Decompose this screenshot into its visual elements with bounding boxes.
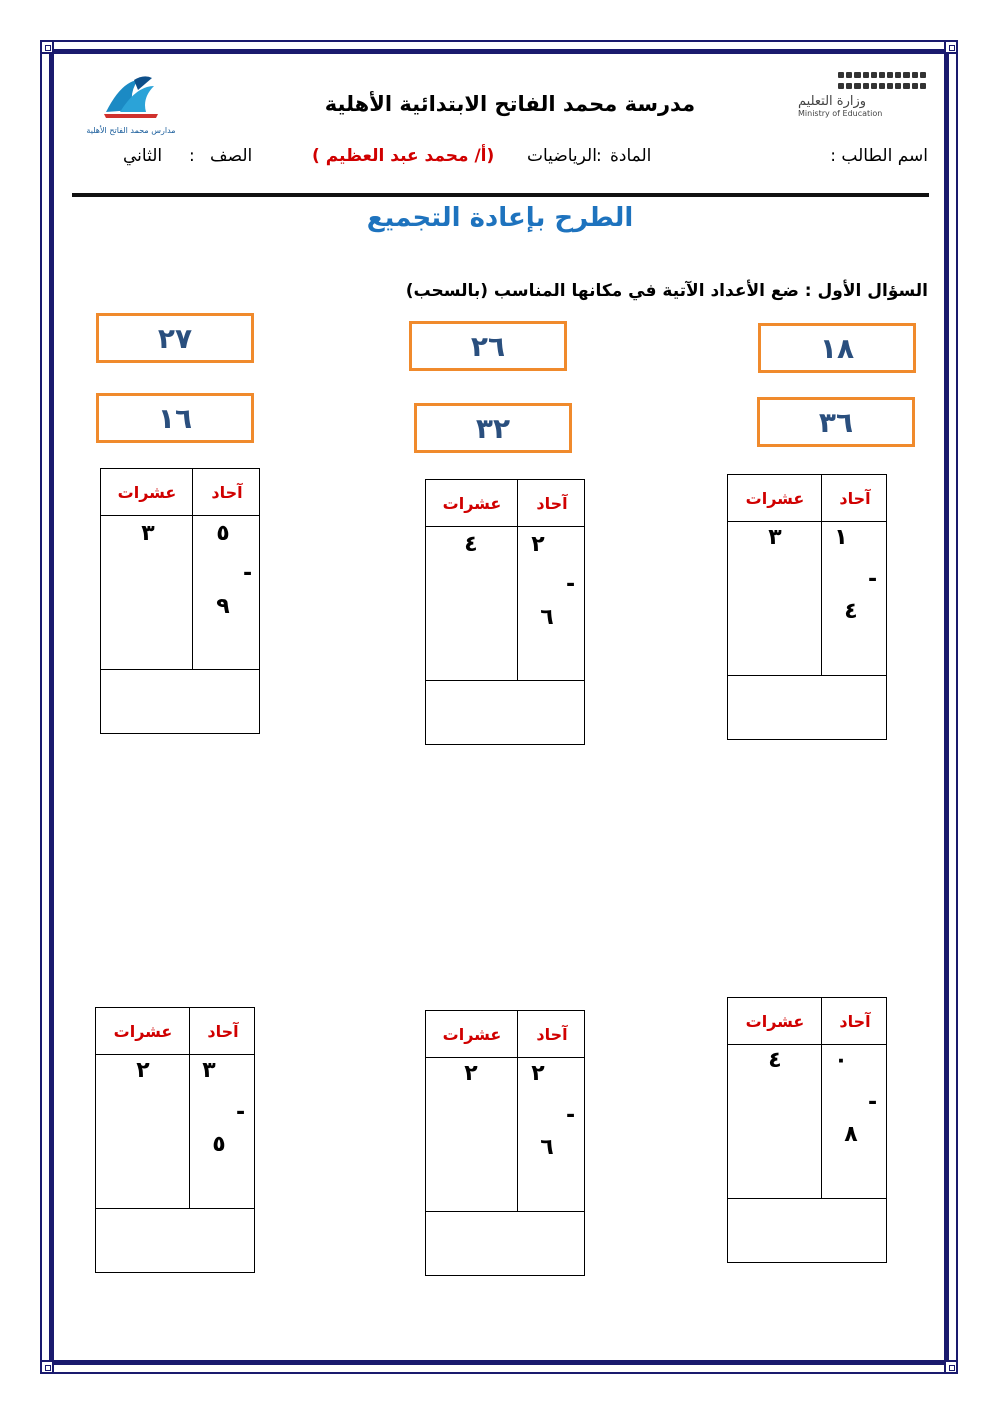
answer-drop-zone[interactable] <box>96 1209 254 1273</box>
table-line <box>426 526 584 527</box>
grade-value: الثاني <box>123 146 163 166</box>
answer-number-box[interactable] <box>409 321 567 371</box>
place-value-table <box>727 474 887 740</box>
subject-label: المادة <box>610 146 652 166</box>
answer-number-box[interactable] <box>757 397 915 447</box>
answer-number: ٢٧ <box>157 321 193 355</box>
ones-top-digit: ٣ <box>202 1058 216 1083</box>
ones-header: آحاد <box>207 1021 239 1041</box>
tens-header: عشرات <box>745 1011 805 1031</box>
ministry-name-en: Ministry of Education <box>798 109 883 118</box>
answer-number: ٣٢ <box>475 411 511 445</box>
table-line <box>426 1057 584 1058</box>
tens-digit: ٣ <box>768 525 782 550</box>
answer-number: ١٦ <box>157 401 193 435</box>
ones-header: آحاد <box>211 482 243 502</box>
place-value-table <box>425 479 585 745</box>
school-logo-text: مدارس محمد الفاتح الأهلية <box>86 126 176 135</box>
answer-drop-zone[interactable] <box>101 670 259 734</box>
table-line <box>821 998 822 1198</box>
ones-bottom-digit: ٤ <box>844 599 858 624</box>
answer-number: ٢٦ <box>470 329 506 363</box>
answer-drop-zone[interactable] <box>426 1212 584 1276</box>
minus-sign: - <box>566 572 576 597</box>
minus-sign: - <box>236 1100 246 1125</box>
tens-header: عشرات <box>442 1024 502 1044</box>
book-feather-icon <box>76 72 186 122</box>
table-line <box>189 1008 190 1208</box>
place-value-table <box>425 1010 585 1276</box>
tens-digit: ٤ <box>464 532 478 557</box>
worksheet-title: الطرح بإعادة التجميع <box>366 203 634 233</box>
table-line <box>517 480 518 680</box>
tens-header: عشرات <box>113 1021 173 1041</box>
ones-bottom-digit: ٩ <box>216 594 230 619</box>
ones-top-digit: ٢ <box>531 532 545 557</box>
corner-ornament <box>40 1360 54 1374</box>
ones-bottom-digit: ٨ <box>844 1122 858 1147</box>
table-line <box>728 1044 886 1045</box>
place-value-table <box>727 997 887 1263</box>
table-line <box>728 521 886 522</box>
answer-number-box[interactable] <box>758 323 916 373</box>
ones-top-digit: ٠ <box>834 1048 848 1073</box>
table-line <box>96 1054 254 1055</box>
school-name: مدرسة محمد الفاتح الابتدائية الأهلية <box>324 92 696 116</box>
ministry-name-ar: وزارة التعليم <box>798 94 867 109</box>
ones-bottom-digit: ٦ <box>540 605 554 630</box>
question-text: السؤال الأول : ضع الأعداد الآتية في مكانها المناسب (بالسحب) <box>405 281 928 301</box>
corner-ornament <box>40 40 54 54</box>
answer-drop-zone[interactable] <box>728 676 886 740</box>
answer-drop-zone[interactable] <box>728 1199 886 1263</box>
tens-digit: ٤ <box>768 1048 782 1073</box>
student-name-label: اسم الطالب : <box>830 146 928 166</box>
place-value-table <box>100 468 260 734</box>
table-line <box>101 515 259 516</box>
ones-top-digit: ٥ <box>216 521 230 546</box>
tens-digit: ٢ <box>136 1058 150 1083</box>
tens-header: عشرات <box>117 482 177 502</box>
corner-ornament <box>944 1360 958 1374</box>
grade-colon: : <box>189 146 195 166</box>
school-logo <box>76 72 186 134</box>
tens-header: عشرات <box>745 488 805 508</box>
ones-top-digit: ١ <box>834 525 848 550</box>
ones-header: آحاد <box>536 1024 568 1044</box>
answer-number-box[interactable] <box>414 403 572 453</box>
table-line <box>517 1011 518 1211</box>
ones-bottom-digit: ٦ <box>540 1135 554 1160</box>
grade-label: الصف <box>210 146 253 166</box>
tens-header: عشرات <box>442 493 502 513</box>
tens-digit: ٣ <box>141 521 155 546</box>
minus-sign: - <box>566 1103 576 1128</box>
answer-number: ١٨ <box>819 331 855 365</box>
ones-bottom-digit: ٥ <box>212 1132 226 1157</box>
ministry-dots-icon <box>838 72 926 92</box>
ones-top-digit: ٢ <box>531 1061 545 1086</box>
minus-sign: - <box>868 1090 878 1115</box>
table-line <box>192 469 193 669</box>
answer-drop-zone[interactable] <box>426 681 584 745</box>
ones-header: آحاد <box>839 488 871 508</box>
place-value-table <box>95 1007 255 1273</box>
tens-digit: ٢ <box>464 1061 478 1086</box>
minus-sign: - <box>868 567 878 592</box>
table-line <box>821 475 822 675</box>
answer-number-box[interactable] <box>96 313 254 363</box>
header-divider <box>72 193 929 197</box>
ones-header: آحاد <box>536 493 568 513</box>
minus-sign: - <box>243 561 253 586</box>
corner-ornament <box>944 40 958 54</box>
teacher-name: (أ/ محمد عبد العظيم ) <box>312 146 495 166</box>
ministry-logo <box>796 72 928 128</box>
answer-number-box[interactable] <box>96 393 254 443</box>
subject-value: الرياضيات <box>527 146 597 166</box>
ones-header: آحاد <box>839 1011 871 1031</box>
subject-colon: : <box>596 146 602 166</box>
answer-number: ٣٦ <box>818 405 854 439</box>
